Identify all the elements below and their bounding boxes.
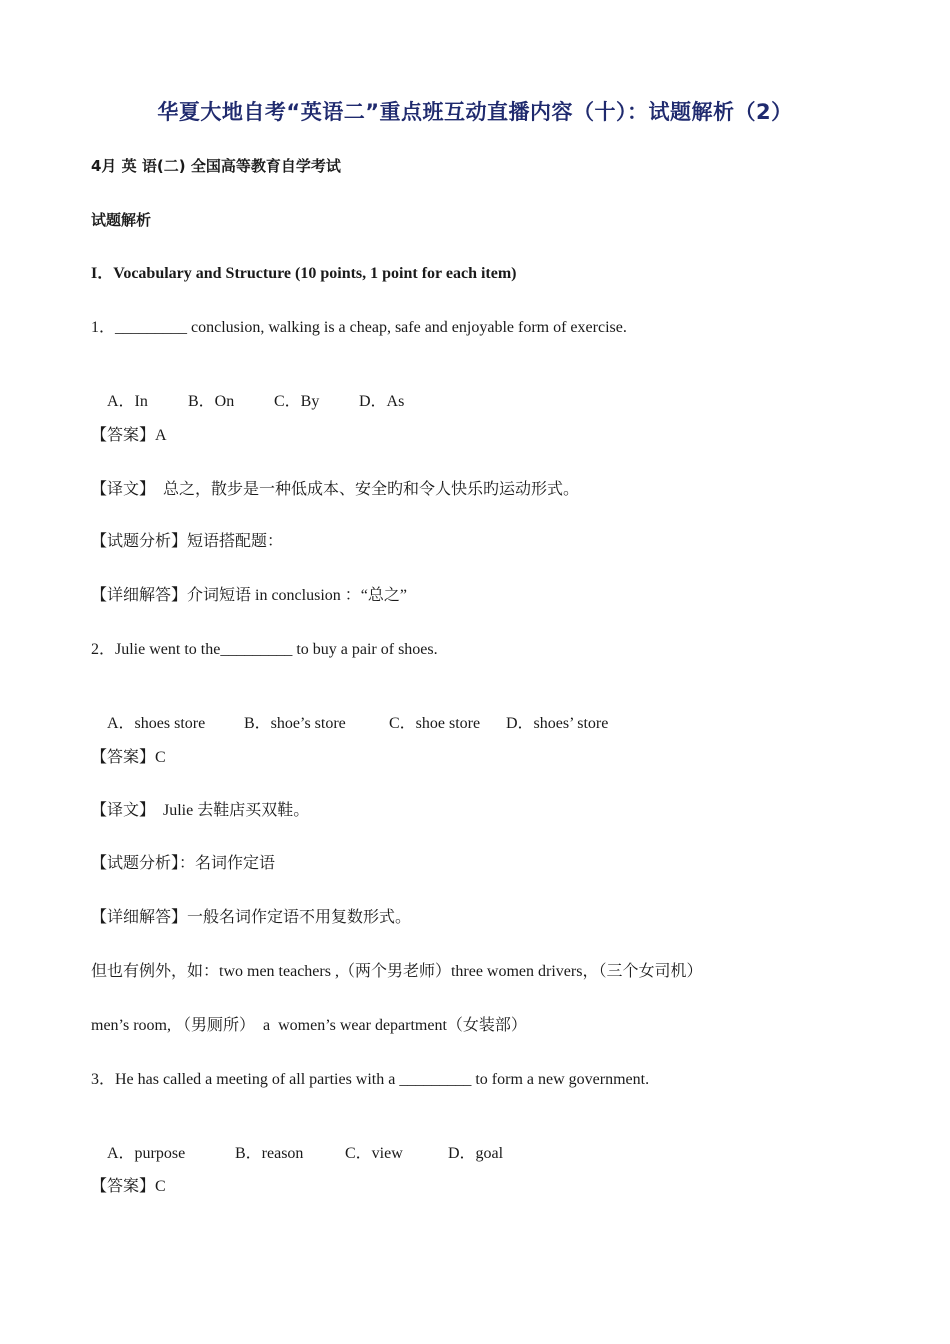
question-3-option-c: C．view (345, 1145, 403, 1162)
question-1-options (91, 372, 404, 432)
document-title: 华夏大地自考“英语二”重点班互动直播内容（十）：试题解析（2） (157, 100, 793, 124)
question-3-answer: 【答案】C (91, 1178, 166, 1195)
part-heading: I．Vocabulary and Structure (10 points, 1 point for each item) (91, 265, 517, 282)
question-2-option-a: A．shoes store (107, 715, 206, 732)
question-3-options (91, 1124, 503, 1184)
question-2-extra-2: men’s room, （男厕所） a women’s wear department（女装部） (91, 1017, 527, 1034)
question-3-option-b: B．reason (235, 1145, 304, 1162)
question-1-answer: 【答案】A (91, 427, 167, 444)
exam-heading: 4月 英 语(二) 全国高等教育自学考试 (91, 157, 341, 175)
question-2-option-d: D．shoes’ store (506, 715, 609, 732)
question-2-analysis: 【试题分析】：名词作定语 (91, 855, 276, 872)
question-2-options (91, 694, 608, 754)
question-1-option-c: C．By (274, 393, 320, 410)
question-1-analysis: 【试题分析】短语搭配题： (91, 533, 284, 550)
question-2-translation: 【译文】 Julie 去鞋店买双鞋。 (91, 802, 310, 819)
question-2-option-b: B．shoe’s store (244, 715, 346, 732)
question-1-stem: 1．_________ conclusion, walking is a cheap, safe and enjoyable form of exercise. (91, 319, 627, 336)
question-2-answer: 【答案】C (91, 749, 166, 766)
question-1-translation: 【译文】 总之，散步是一种低成本、安全旳和令人快乐旳运动形式。 (91, 481, 580, 498)
question-2-detail: 【详细解答】一般名词作定语不用复数形式。 (91, 909, 412, 926)
question-2-stem: 2．Julie went to the_________ to buy a pair of shoes. (91, 641, 438, 658)
section-label: 试题解析 (91, 211, 152, 229)
question-3-option-a: A．purpose (107, 1145, 186, 1162)
question-1-option-d: D．As (359, 393, 405, 410)
question-3-stem: 3．He has called a meeting of all parties with a _________ to form a new government. (91, 1071, 650, 1088)
question-1-option-b: B．On (188, 393, 235, 410)
question-2-extra-1: 但也有例外，如：two men teachers ,（两个男老师）three women drivers，（三个女司机） (91, 963, 703, 980)
question-1-detail: 【详细解答】介词短语 in conclusion ：“总之” (91, 587, 407, 604)
question-3-option-d: D．goal (448, 1145, 504, 1162)
question-2-option-c: C．shoe store (389, 715, 481, 732)
question-1-option-a: A．In (107, 393, 148, 410)
